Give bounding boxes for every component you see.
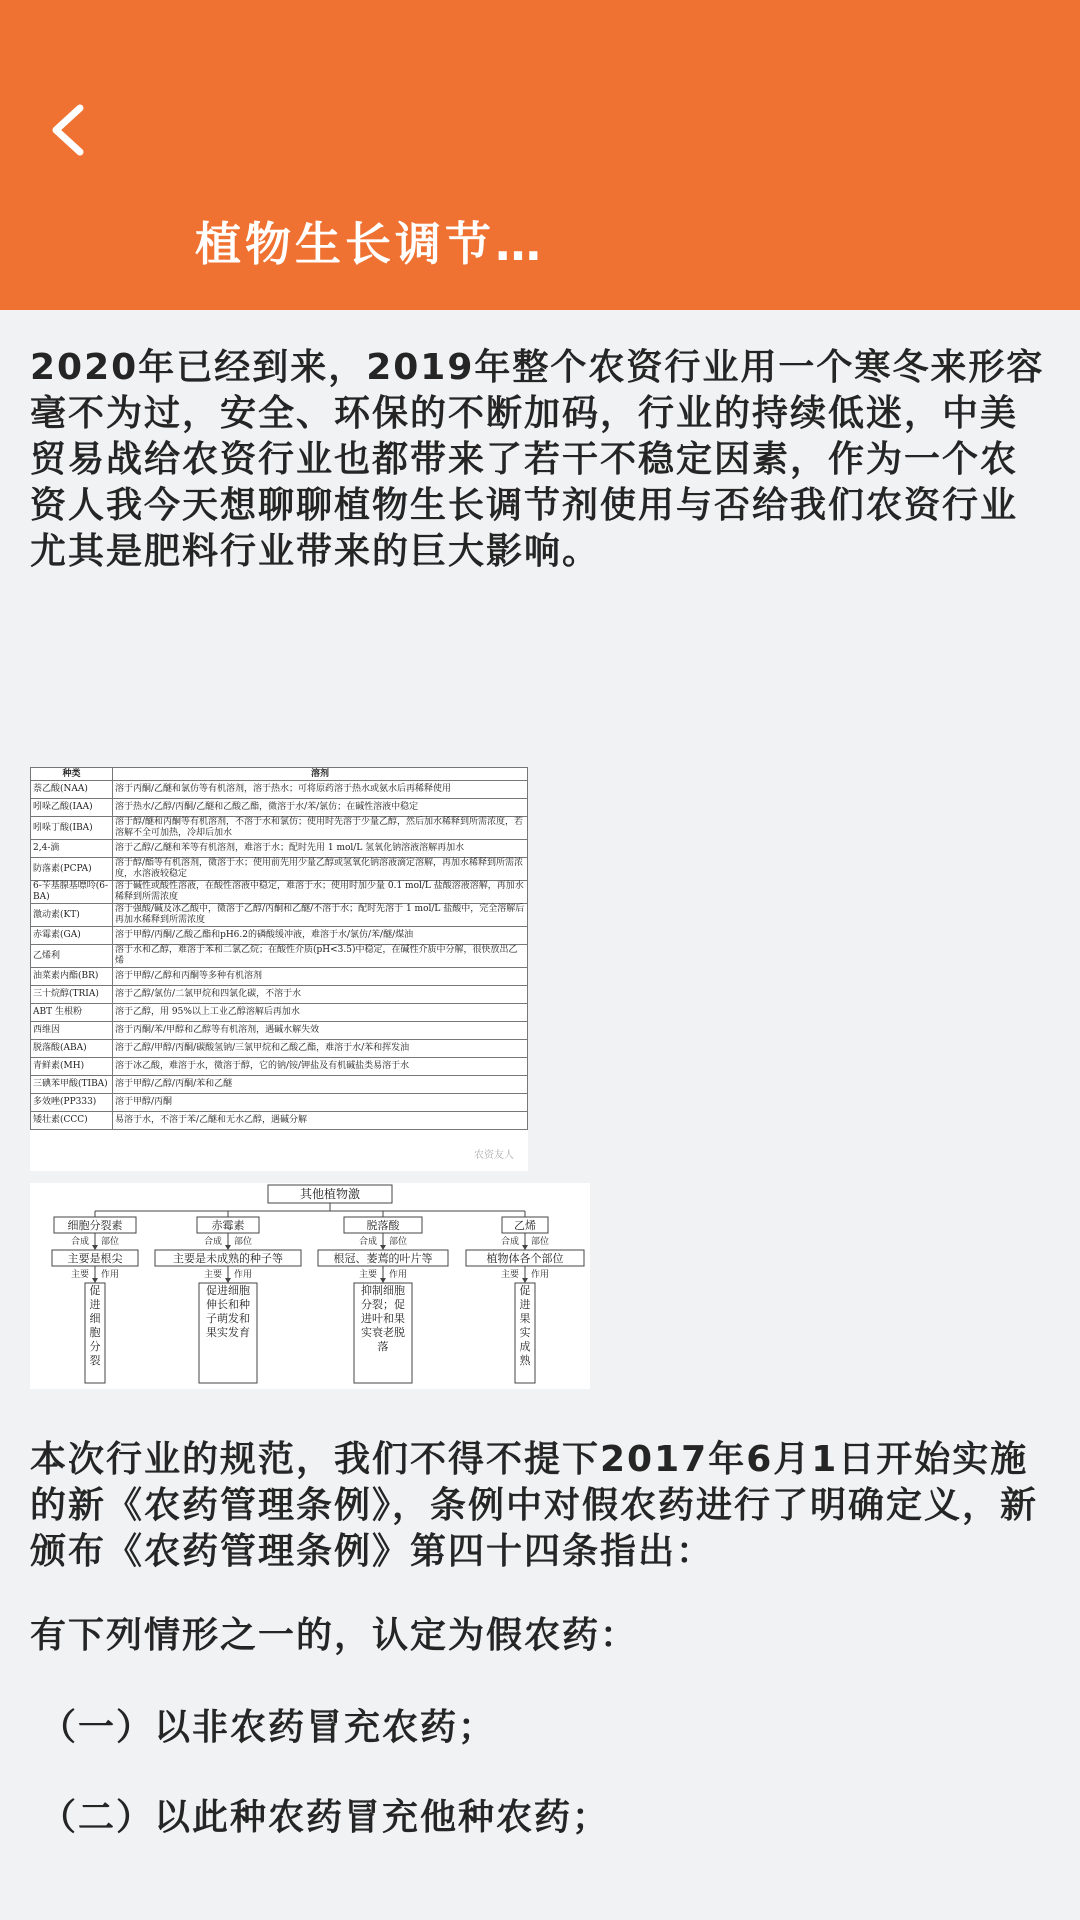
table-cell-type: 激动素(KT) (31, 904, 113, 927)
diagram-site-label: 部位 (531, 1237, 550, 1247)
diagram-synth-label: 合成 (203, 1237, 222, 1247)
table-cell-solvent: 溶于乙醇/乙醚和苯等有机溶剂，难溶于水；配时先用 1 mol/L 氢氧化钠溶液溶解再加水 (113, 840, 528, 858)
table-row (31, 1004, 528, 1022)
table-cell-type: 脱落酸(ABA) (31, 1040, 113, 1058)
table-body (31, 781, 528, 1130)
diagram-arrowhead (380, 1245, 386, 1250)
table-cell-type: 乙烯利 (31, 945, 113, 968)
diagram-arrowhead (92, 1245, 98, 1250)
table-row (31, 986, 528, 1004)
diagram-effect-text: 促进果实成熟 (519, 1284, 531, 1367)
diagram-effect-wrapper (201, 1284, 255, 1382)
table-row (31, 927, 528, 945)
table-header-solvent: 溶剂 (113, 768, 528, 781)
image-watermark: 农资友人 (474, 1150, 514, 1161)
article-paragraph-fake-pesticide: 有下列情形之一的，认定为假农药： (30, 1615, 639, 1656)
table-row (31, 781, 528, 799)
article-list-item-2: （二）以此种农药冒充他种农药； (40, 1797, 611, 1838)
table-cell-solvent: 溶于乙醇/氯仿/二氯甲烷和四氯化碳，不溶于水 (113, 986, 528, 1004)
table-row (31, 858, 528, 881)
diagram-main-label: 主要 (203, 1270, 222, 1280)
table-cell-solvent: 易溶于水，不溶于苯/乙醚和无水乙醇，遇碱分解 (113, 1112, 528, 1130)
diagram-root-label: 其他植物激 (299, 1187, 361, 1201)
diagram-effect-label: 作用 (389, 1270, 408, 1280)
article-paragraph-regulation: 本次行业的规范，我们不得不提下2017年6月1日开始实施的新《农药管理条例》，条例中对假农药进行了明确定义，新颁布《农药管理条例》第四十四条指出： (30, 1439, 1039, 1572)
table-cell-solvent: 溶于碱性或酸性溶液，在酸性溶液中稳定，难溶于水；使用时加少量 0.1 mol/L 盐酸溶液溶解，再加水稀释到所需浓度 (113, 881, 528, 904)
table-cell-solvent: 溶于甲醇/丙酮 (113, 1094, 528, 1112)
table-cell-type: 油菜素内酯(BR) (31, 968, 113, 986)
diagram-main-label: 主要 (358, 1270, 377, 1280)
solvent-table-image (30, 767, 528, 1171)
table-cell-solvent: 溶于丙酮/苯/甲醇和乙醇等有机溶剂，遇碱水解失效 (113, 1022, 528, 1040)
table-cell-solvent: 溶于乙醇，用 95%以上工业乙醇溶解后再加水 (113, 1004, 528, 1022)
diagram-site-label: 部位 (389, 1237, 408, 1247)
table-row (31, 1058, 528, 1076)
diagram-synth-label: 合成 (358, 1237, 377, 1247)
table-header-type: 种类 (31, 768, 113, 781)
table-row (31, 1022, 528, 1040)
diagram-arrowhead (92, 1278, 98, 1283)
table-cell-type: 多效唑(PP333) (31, 1094, 113, 1112)
diagram-synth-label: 合成 (500, 1237, 519, 1247)
diagram-effect-label: 作用 (101, 1270, 120, 1280)
solvent-table (30, 767, 528, 1130)
table-cell-solvent: 溶于热水/乙醇/丙酮/乙醚和乙酸乙酯，微溶于水/苯/氯仿；在碱性溶液中稳定 (113, 799, 528, 817)
table-row (31, 968, 528, 986)
diagram-hormone-name: 细胞分裂素 (67, 1219, 123, 1232)
diagram-synth-label: 合成 (70, 1237, 89, 1247)
diagram-site-label: 部位 (234, 1237, 253, 1247)
table-cell-type: 矮壮素(CCC) (31, 1112, 113, 1130)
table-cell-type: 吲哚丁酸(IBA) (31, 817, 113, 840)
table-cell-type: 2,4-滴 (31, 840, 113, 858)
diagram-effect-text: 抑制细胞分裂；促进叶和果实衰老脱落 (361, 1284, 405, 1353)
table-row (31, 817, 528, 840)
diagram-site-text: 主要是未成熟的种子等 (173, 1252, 283, 1265)
article-list-item-1: （一）以非农药冒充农药； (40, 1707, 497, 1748)
table-cell-type: 三碘苯甲酸(TIBA) (31, 1076, 113, 1094)
diagram-main-label: 主要 (500, 1270, 519, 1280)
table-cell-solvent: 溶于甲醇/乙醇和丙酮等多种有机溶剂 (113, 968, 528, 986)
table-cell-type: 西维因 (31, 1022, 113, 1040)
diagram-arrowhead (225, 1245, 231, 1250)
diagram-effect-text: 促进细胞分裂 (89, 1284, 101, 1367)
table-cell-solvent: 溶于冰乙酸，难溶于水，微溶于醇，它的钠/铵/钾盐及有机碱盐类易溶于水 (113, 1058, 528, 1076)
diagram-effect-label: 作用 (531, 1270, 550, 1280)
hormone-diagram-image (30, 1183, 590, 1389)
table-cell-solvent: 溶于丙酮/乙醚和氯仿等有机溶剂，溶于热水；可将原药溶于热水或氨水后再稀释使用 (113, 781, 528, 799)
diagram-hormone-name: 脱落酸 (366, 1219, 400, 1232)
diagram-effect-label: 作用 (234, 1270, 253, 1280)
table-cell-solvent: 溶于乙醇/甲醇/丙酮/碳酸氢钠/三氯甲烷和乙酸乙酯，难溶于水/苯和挥发油 (113, 1040, 528, 1058)
diagram-arrowhead (522, 1245, 528, 1250)
table-cell-type: 吲哚乙酸(IAA) (31, 799, 113, 817)
diagram-effect-wrapper (87, 1284, 103, 1382)
table-cell-type: 萘乙酸(NAA) (31, 781, 113, 799)
diagram-effect-wrapper (356, 1284, 410, 1382)
table-cell-type: 三十烷醇(TRIA) (31, 986, 113, 1004)
table-row (31, 799, 528, 817)
table-cell-solvent: 溶于醇/醚和丙酮等有机溶剂，不溶于水和氯仿；使用时先溶于少量乙醇，然后加水稀释到所需浓度，若溶解不全可加热，冷却后加水 (113, 817, 528, 840)
diagram-arrowhead (522, 1278, 528, 1283)
diagram-main-label: 主要 (70, 1270, 89, 1280)
page-title: 植物生长调节… (195, 217, 545, 271)
table-row (31, 904, 528, 927)
table-row (31, 1076, 528, 1094)
table-cell-solvent: 溶于甲醇/乙醇/丙酮/苯和乙醚 (113, 1076, 528, 1094)
table-cell-type: 防落素(PCPA) (31, 858, 113, 881)
table-cell-solvent: 溶于醇/酯等有机溶剂，微溶于水；使用前先用少量乙醇或氢氧化钠溶液滴定溶解，再加水稀释到所需浓度，水溶液较稳定 (113, 858, 528, 881)
table-row (31, 840, 528, 858)
diagram-arrowhead (380, 1278, 386, 1283)
diagram-effect-text: 促进细胞伸长和种子萌发和果实发育 (206, 1284, 250, 1339)
chevron-left-icon (48, 104, 88, 156)
table-cell-solvent: 溶于强酸/碱及冰乙酸中，微溶于乙醇/丙酮和乙醚/不溶于水；配时先溶于 1 mol/L 盐酸中，完全溶解后再加水稀释到所需浓度 (113, 904, 528, 927)
table-row (31, 945, 528, 968)
diagram-site-label: 部位 (101, 1237, 120, 1247)
table-cell-type: 6-苄基腺基嘌呤(6-BA) (31, 881, 113, 904)
table-cell-type: ABT 生根粉 (31, 1004, 113, 1022)
table-cell-solvent: 溶于水和乙醇，难溶于苯和二氯乙烷；在酸性介质(pH<3.5)中稳定，在碱性介质中分解，很快放出乙烯 (113, 945, 528, 968)
diagram-site-text: 植物体各个部位 (486, 1252, 564, 1265)
back-button[interactable] (38, 95, 98, 165)
hormone-diagram (30, 1183, 590, 1389)
table-row (31, 881, 528, 904)
diagram-site-text: 根冠、萎蔫的叶片等 (333, 1252, 433, 1265)
app-header (0, 0, 1080, 310)
diagram-hormone-name: 赤霉素 (211, 1219, 245, 1232)
table-cell-solvent: 溶于甲醇/丙酮/乙酸乙酯和pH6.2的磷酸缓冲液，难溶于水/氯仿/苯/醚/煤油 (113, 927, 528, 945)
table-row (31, 1094, 528, 1112)
diagram-effect-wrapper (517, 1284, 533, 1382)
table-cell-type: 青鲜素(MH) (31, 1058, 113, 1076)
table-row (31, 1040, 528, 1058)
diagram-arrowhead (225, 1278, 231, 1283)
table-cell-type: 赤霉素(GA) (31, 927, 113, 945)
diagram-site-text: 主要是根尖 (67, 1252, 123, 1265)
table-row (31, 1112, 528, 1130)
diagram-hormone-name: 乙烯 (514, 1219, 536, 1232)
article-intro-paragraph: 2020年已经到来，2019年整个农资行业用一个寒冬来形容毫不为过，安全、环保的不断加码，行业的持续低迷，中美贸易战给农资行业也都带来了若干不稳定因素，作为一个农资人我今天想聊聊植物生长调节剂使用与否给我们农资行业尤其是肥料行业带来的巨大影响。 (30, 347, 1045, 572)
